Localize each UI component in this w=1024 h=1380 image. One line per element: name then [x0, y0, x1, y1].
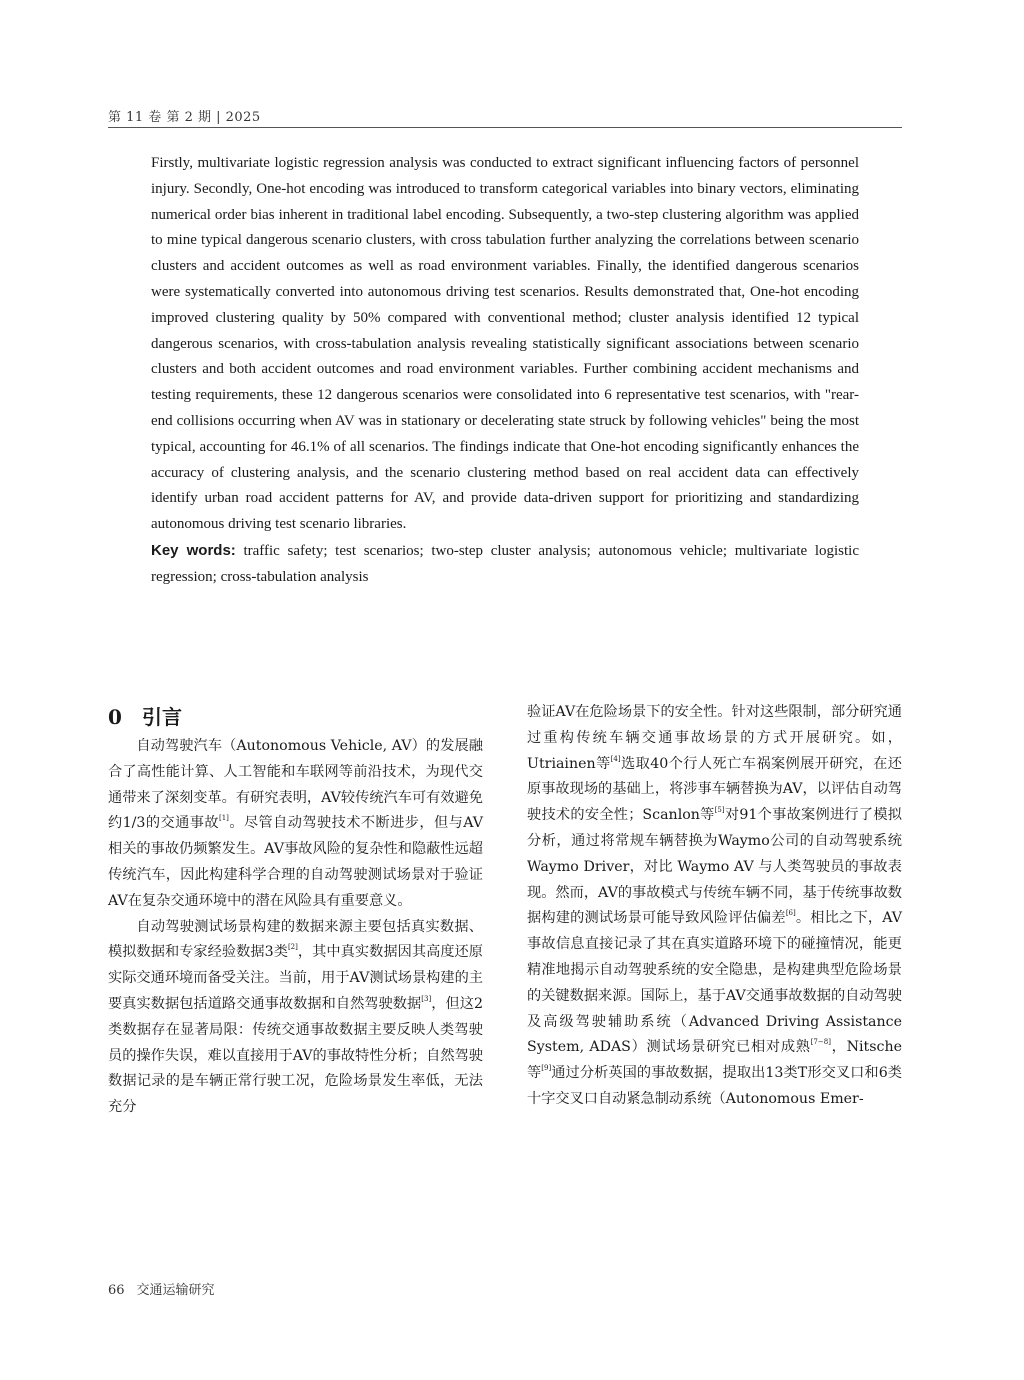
citation-ref: [6] [785, 909, 796, 918]
intro-paragraph-3 [527, 700, 902, 1113]
text-run: 自动驾驶测试场景构建的数据来源主要包括真实数据、模拟数据和专家经验数据3类 [108, 918, 483, 961]
right-column [527, 700, 902, 1113]
intro-paragraph-1 [108, 734, 483, 915]
text-run: ，但这2类数据存在显著局限：传统交通事故数据主要反映人类驾驶员的操作失误，难以直接用于AV的事故特性分析；自然驾驶数据记录的是车辆正常行驶工况，危险场景发生率低，无法充分 [108, 995, 483, 1116]
citation-ref: [3] [421, 994, 432, 1003]
citation-ref: [5] [714, 806, 725, 815]
section-number: 0 [108, 705, 122, 729]
text-run: 通过分析英国的事故数据，提取出13类T形交叉口和6类十字交叉口自动紧急制动系统（Autonomous Emer- [527, 1065, 902, 1107]
abstract-body: Firstly, multivariate logistic regression analysis was conducted to extract significant influencing factors of personnel injury. Secondly, One-hot encoding was introduced to transform categorical variables into binary vectors, eliminating numerical order bias inherent in traditional label encoding. Subsequently, a two-step clustering algorithm was applied to mine typical dangerous scenario clusters, with cross tabulation further analyzing the correlations between scenario clusters and accident outcomes as well as road environment variables. Finally, the identified dangerous scenarios were systematically converted into autonomous driving test scenarios. Results demonstrated that, One-hot encoding improved clustering quality by 50% compared with conventional method; cluster analysis identified 12 typical dangerous scenarios, with cross-tabulation analysis revealing statistically significant associations between scenario clusters and both accident outcomes and road environment variables. Further combining accident mechanisms and testing requirements, these 12 dangerous scenarios were consolidated into 6 representative test scenarios, with "rear-end collisions occurring when AV was in stationary or decelerating state struck by following vehicles" being the most typical, accounting for 46.1% of all scenarios. The findings indicate that One-hot encoding significantly enhances the accuracy of clustering analysis, and the scenario clustering method based on real accident data can effectively identify urban road accident patterns for AV, and provide data-driven support for prioritizing and standardizing autonomous driving test scenario libraries. [151, 155, 859, 533]
keywords-label: Key words: [151, 541, 236, 559]
english-abstract [151, 151, 859, 591]
citation-ref: [9] [541, 1064, 552, 1073]
header-divider [108, 127, 902, 128]
left-column [108, 700, 483, 1121]
text-run: 。相比之下，AV事故信息直接记录了其在真实道路环境下的碰撞情况，能更精准地揭示自动驾驶系统的安全隐患，是构建典型危险场景的关键数据来源。国际上，基于AV交通事故数据的自动驾驶及高级驾驶辅助系统（Advanced Driving Assistance System, ADAS）测试场景研究已相对成熟 [527, 910, 902, 1056]
text-run: ，其中真实数据因其高度还原实际交通环境而备受关注。当前，用于AV测试场景构建的主要真实数据包括道路交通事故数据和自然驾驶数据 [108, 944, 483, 1012]
page-number: 66 [108, 1283, 125, 1298]
text-run: 验证AV在危险场景下的安全性。针对这些限制，部分研究通过重构传统车辆交通事故场景的方式开展研究。如，Utriainen等 [527, 704, 902, 772]
running-header: 第 11 卷 第 2 期 | 2025 [108, 110, 261, 125]
keywords-line [151, 538, 859, 591]
section-heading [108, 700, 483, 734]
text-run: 对91个事故案例进行了模拟分析，通过将常规车辆替换为Waymo公司的自动驾驶系统 Waymo Driver，对比 Waymo AV 与人类驾驶员的事故表现。然而，AV的事故模式与传统车辆不同，基于传统事故数据构建的测试场景可能导致风险评估偏差 [527, 807, 902, 927]
text-run: 选取40个行人死亡车祸案例展开研究，在还原事故现场的基础上，将涉事车辆替换为AV，以评估自动驾驶技术的安全性；Scanlon等 [527, 755, 902, 824]
section-title: 引言 [142, 705, 182, 729]
text-run: 。尽管自动驾驶技术不断进步，但与AV相关的事故仍频繁发生。AV事故风险的复杂性和隐蔽性远超传统汽车，因此构建科学合理的自动驾驶测试场景对于验证AV在复杂交通环境中的潜在风险具有重要意义。 [108, 815, 483, 909]
text-run: ，Nitsche等 [527, 1039, 902, 1082]
journal-name: 交通运输研究 [136, 1283, 215, 1298]
citation-ref: [7−8] [810, 1038, 831, 1047]
intro-paragraph-2 [108, 915, 483, 1121]
page-footer [108, 1279, 215, 1298]
citation-ref: [2] [287, 943, 298, 952]
citation-ref: [1] [218, 814, 229, 823]
keywords-text: traffic safety; test scenarios; two-step cluster analysis; autonomous vehicle; multivariate logistic regression; cross-tabulation analysis [151, 542, 860, 585]
text-run: 自动驾驶汽车（Autonomous Vehicle, AV）的发展融合了高性能计算、人工智能和车联网等前沿技术，为现代交通带来了深刻变革。有研究表明，AV较传统汽车可有效避免约1/3的交通事故 [108, 738, 483, 832]
citation-ref: [4] [610, 754, 621, 763]
